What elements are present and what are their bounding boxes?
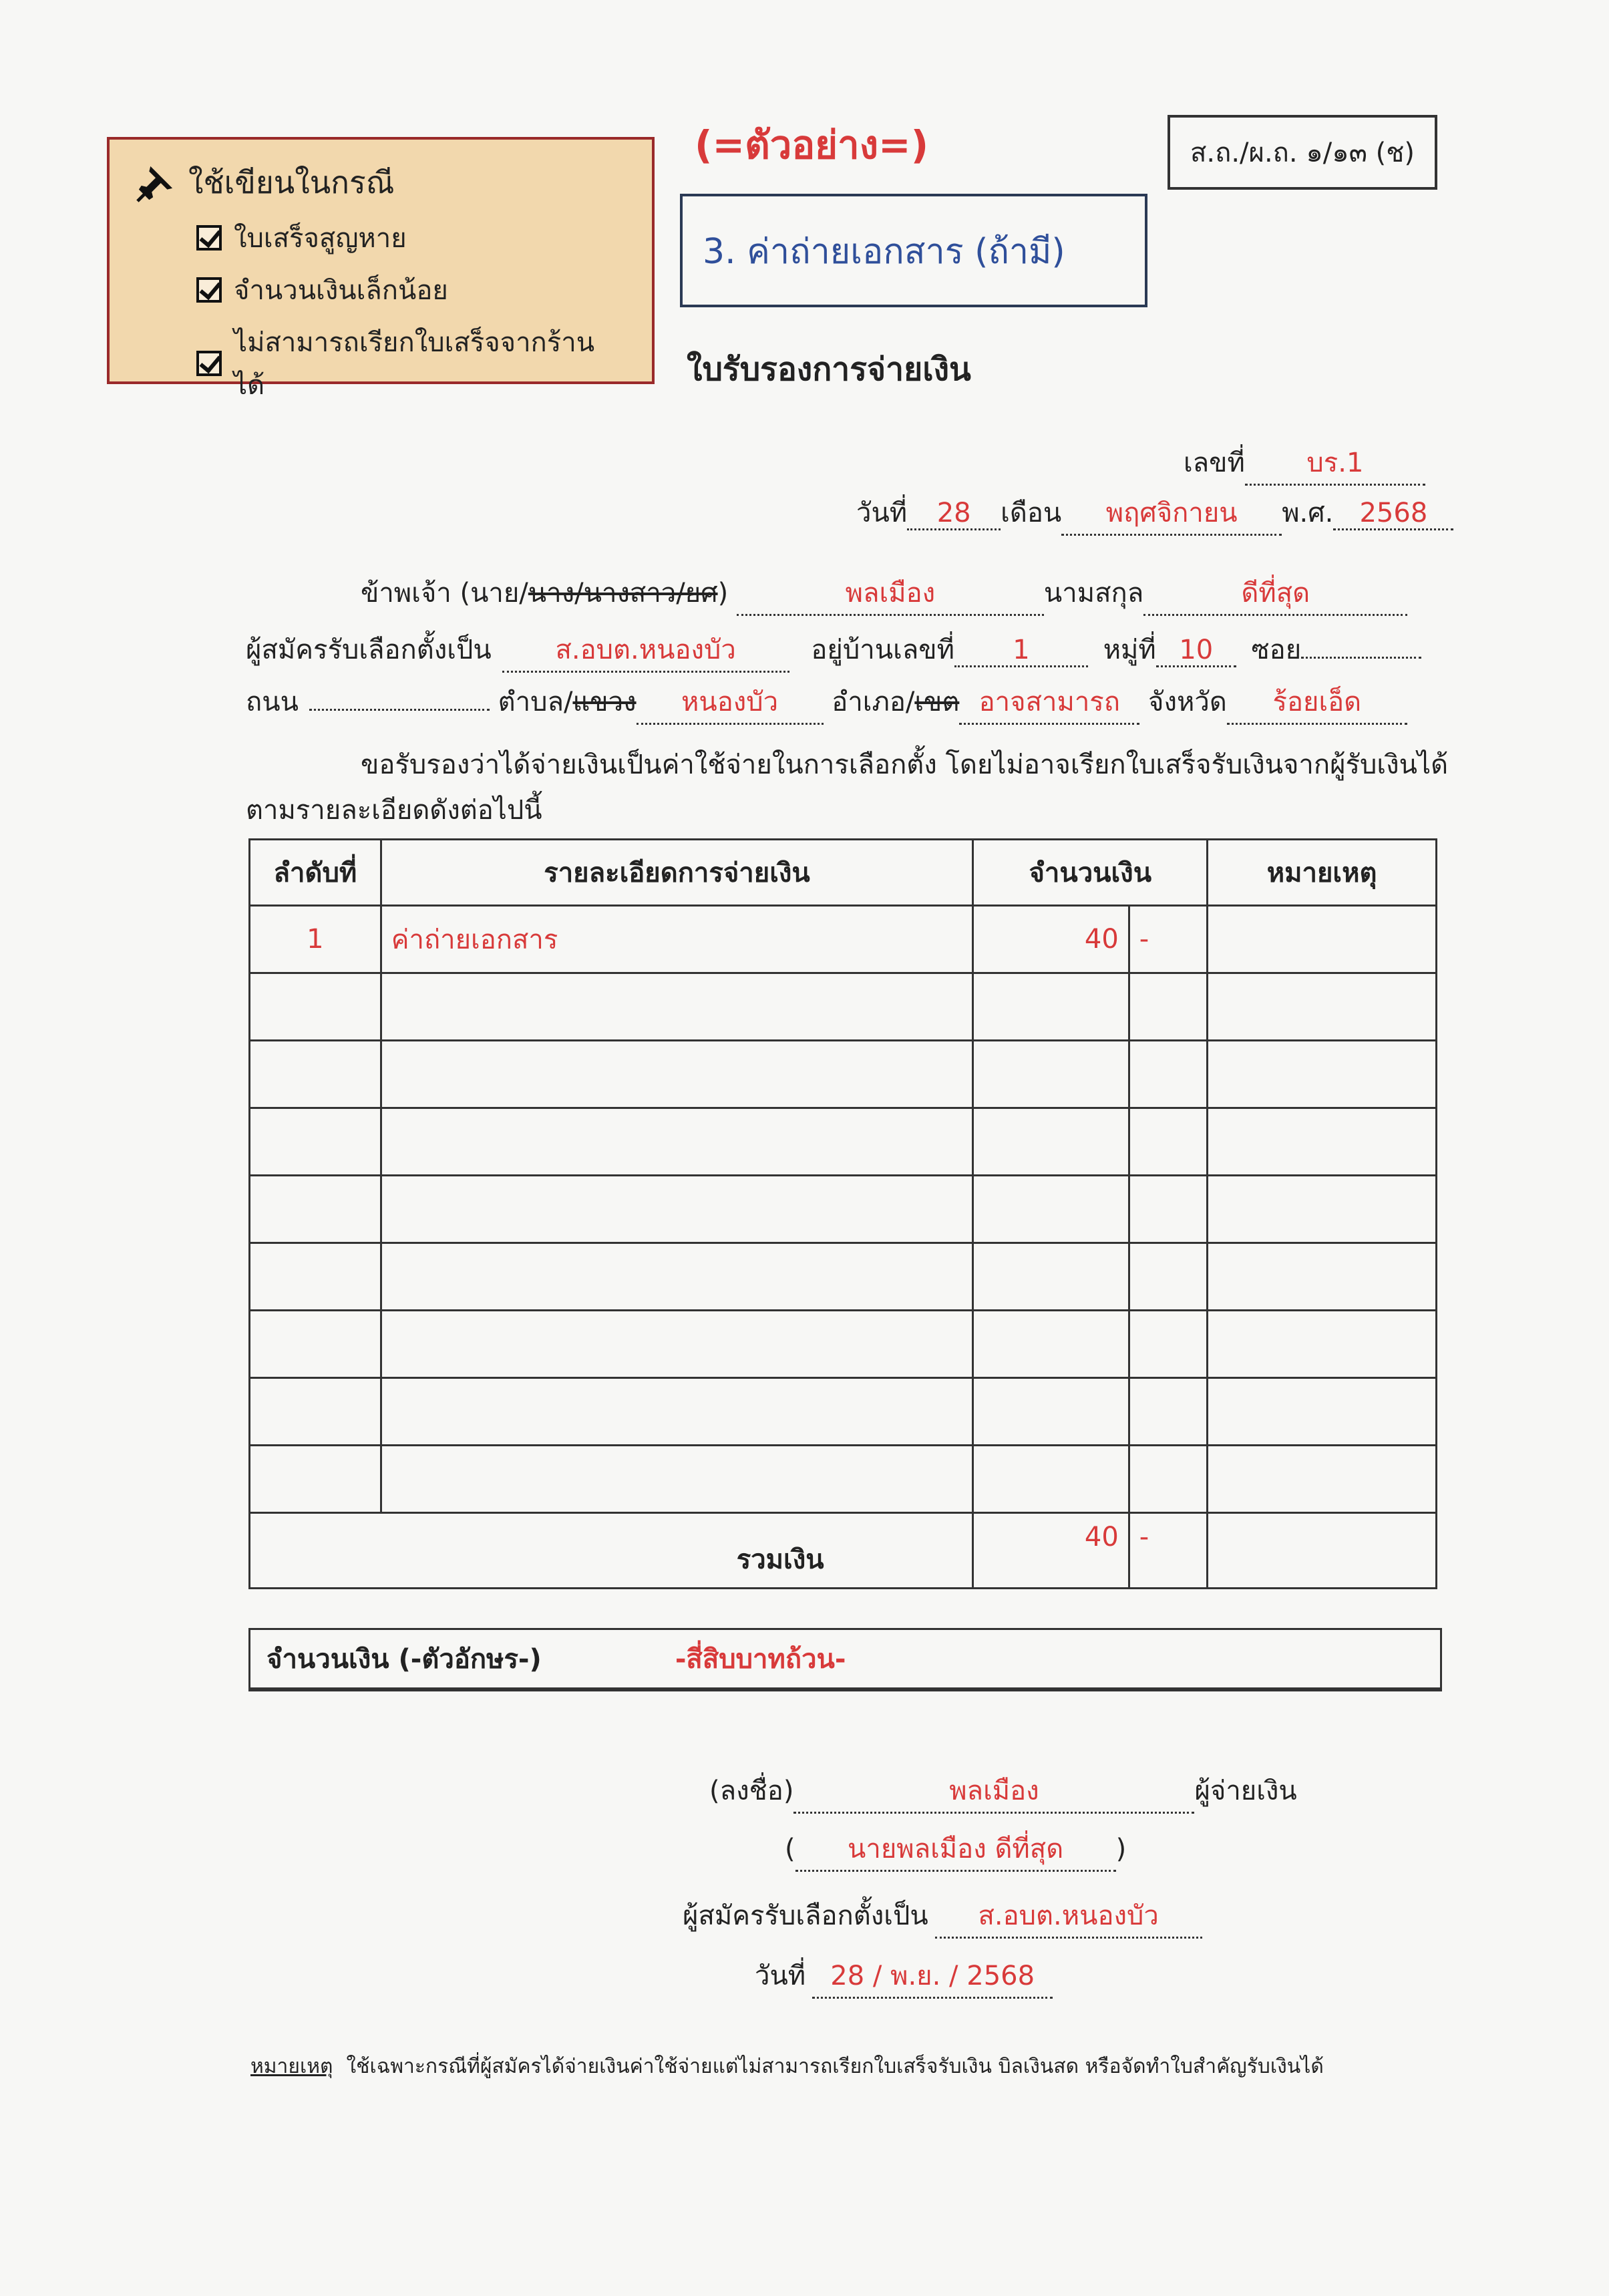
amount-in-words-row bbox=[248, 1628, 1442, 1691]
instruction-title: ใช้เขียนในกรณี bbox=[188, 164, 395, 200]
header-desc: รายละเอียดการจ่ายเงิน bbox=[381, 840, 973, 906]
signature-line: (ลงชื่อ) พลเมือง ผู้จ่ายเงิน bbox=[709, 1769, 1297, 1814]
pushpin-icon bbox=[136, 164, 175, 202]
statement-line1: ขอรับรองว่าได้จ่ายเงินเป็นค่าใช้จ่ายในการเลือกตั้ง โดยไม่อาจเรียกใบเสร็จรับเงินจากผู้รับเงินได้ bbox=[361, 750, 1449, 780]
date-month: พฤศจิกายน bbox=[1061, 491, 1282, 536]
instruction-item-no-receipt: ไม่สามารถเรียกใบเสร็จจากร้านได้ bbox=[196, 321, 625, 406]
date-year: 2568 bbox=[1333, 498, 1453, 530]
address-line: ถนน ตำบล/แขวง หนองบัว อำเภอ/เขต อาจสามารถ จังหวัด ร้อยเอ็ด bbox=[246, 680, 1407, 725]
date-line: วันที่ 28 เดือน พฤศจิกายน พ.ศ. 2568 bbox=[856, 491, 1453, 536]
row-no: 1 bbox=[250, 906, 381, 973]
table-header-row bbox=[250, 840, 1437, 906]
date-day: 28 bbox=[907, 498, 1001, 530]
signer-candidate-line: ผู้สมัครรับเลือกตั้งเป็น ส.อบต.หนองบัว bbox=[683, 1894, 1202, 1939]
checked-box-icon bbox=[196, 225, 222, 251]
document-number-value: บร.1 bbox=[1245, 441, 1425, 486]
signature-date: 28 / พ.ย. / 2568 bbox=[812, 1954, 1053, 1999]
table-row bbox=[250, 906, 1437, 973]
table-row bbox=[250, 1108, 1437, 1176]
table-row bbox=[250, 1176, 1437, 1243]
document-number: เลขที่ บร.1 bbox=[1184, 441, 1425, 486]
tambon: หนองบัว bbox=[637, 680, 824, 725]
header-amount: จำนวนเงิน bbox=[973, 840, 1208, 906]
road bbox=[309, 709, 490, 711]
statement-line2: ตามรายละเอียดดังต่อไปนี้ bbox=[246, 795, 542, 826]
row-decimal: - bbox=[1129, 906, 1207, 973]
table-total-row bbox=[250, 1513, 1437, 1589]
candidate-position: ส.อบต.หนองบัว bbox=[502, 628, 789, 673]
applicant-name-line: ข้าพเจ้า (นาย/นาง/นางสาว/ยศ) พลเมือง นามสกุล ดีที่สุด bbox=[361, 571, 1407, 616]
table-row bbox=[250, 1311, 1437, 1378]
amount-in-words-label: จำนวนเงิน (-ตัวอักษร-) bbox=[266, 1644, 542, 1675]
table-row bbox=[250, 973, 1437, 1041]
row-desc: ค่าถ่ายเอกสาร bbox=[381, 906, 973, 973]
document-title: ใบรับรองการจ่ายเงิน bbox=[687, 351, 971, 388]
total-label: รวมเงิน bbox=[250, 1513, 973, 1589]
payer-full-name: นายพลเมือง ดีที่สุด bbox=[795, 1827, 1116, 1872]
house-number: 1 bbox=[954, 635, 1088, 667]
full-name-line: ( นายพลเมือง ดีที่สุด ) bbox=[785, 1827, 1126, 1872]
example-title: (=ตัวอย่าง=) bbox=[695, 122, 929, 168]
signer-candidate-position: ส.อบต.หนองบัว bbox=[935, 1894, 1202, 1939]
checked-box-icon bbox=[196, 277, 222, 303]
table-row bbox=[250, 1041, 1437, 1108]
total-decimal: - bbox=[1129, 1513, 1207, 1589]
header-no: ลำดับที่ bbox=[250, 840, 381, 906]
checked-box-icon bbox=[196, 351, 222, 376]
surname: ดีที่สุด bbox=[1143, 571, 1407, 616]
footnote-label: หมายเหตุ bbox=[250, 2055, 333, 2078]
soi bbox=[1301, 657, 1421, 659]
payment-items-table bbox=[248, 838, 1437, 1589]
candidate-address-line: ผู้สมัครรับเลือกตั้งเป็น ส.อบต.หนองบัว อยู่บ้านเลขที่ 1 หมู่ที่ 10 ซอย bbox=[246, 628, 1421, 673]
table-row bbox=[250, 1378, 1437, 1446]
table-row bbox=[250, 1243, 1437, 1311]
first-name: พลเมือง bbox=[737, 571, 1044, 616]
footnote-text: ใช้เฉพาะกรณีที่ผู้สมัครได้จ่ายเงินค่าใช้จ่ายแต่ไม่สามารถเรียกใบเสร็จรับเงิน บิลเงินสด หรือจัดทำใบสำคัญรับเงินได้ bbox=[346, 2055, 1324, 2078]
header-remark: หมายเหตุ bbox=[1208, 840, 1437, 906]
instruction-box bbox=[107, 137, 655, 401]
payer-signature: พลเมือง bbox=[793, 1769, 1194, 1814]
table-row bbox=[250, 1446, 1437, 1513]
row-remark bbox=[1208, 906, 1437, 973]
instruction-item-small-amount: จำนวนเงินเล็กน้อย bbox=[196, 269, 625, 311]
province: ร้อยเอ็ด bbox=[1227, 680, 1407, 725]
instruction-item-lost-receipt: ใบเสร็จสูญหาย bbox=[196, 216, 625, 259]
footnote bbox=[250, 2051, 1324, 2082]
amount-in-words-value: -สี่สิบบาทถ้วน- bbox=[675, 1644, 846, 1675]
category-label: 3. ค่าถ่ายเอกสาร (ถ้ามี) bbox=[680, 194, 1147, 307]
row-amount: 40 bbox=[973, 906, 1129, 973]
form-code: ส.ถ./ผ.ถ. ๑/๑๓ (ช) bbox=[1168, 115, 1437, 190]
total-amount: 40 bbox=[973, 1513, 1129, 1589]
moo: 10 bbox=[1156, 635, 1236, 667]
signature-date-line: วันที่ 28 / พ.ย. / 2568 bbox=[755, 1954, 1053, 1999]
amphoe: อาจสามารถ bbox=[959, 680, 1139, 725]
